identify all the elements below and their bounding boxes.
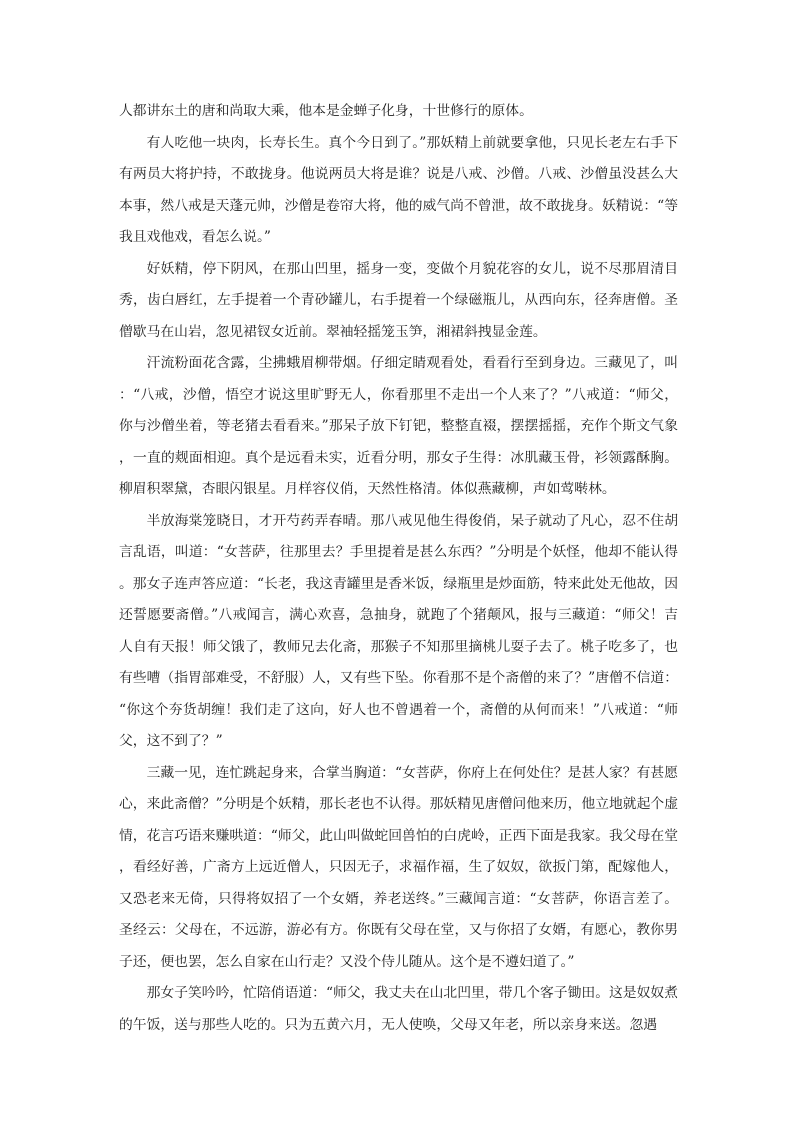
document-page (119, 96, 678, 1041)
paragraph-5: 半放海棠笼晓日，才开芍药弄春晴。那八戒见他生得俊俏，呆子就动了凡心，忍不住胡言乱语，叫道：“女菩萨，往那里去？手里提着是甚么东西？”分明是个妖怪，他却不能认得。那女子连声答应道：“长老，我这青罐里是香米饭，绿瓶里是炒面筋，特来此处无他故，因还誓愿要斋僧。”八戒闻言，满心欢喜，急抽身，就跑了个猪颠风，报与三藏道：“师父！吉人自有天报！师父饿了，教师兄去化斋，那猴子不知那里摘桃儿耍子去了。桃子吃多了，也有些嘈（指胃部难受，不舒服）人，又有些下坠。你看那不是个斋僧的来了？”唐僧不信道：“你这个夯货胡缠！我们走了这向，好人也不曾遇着一个，斋僧的从何而来！”八戒道：“师父，这不到了？” (119, 512, 678, 749)
paragraph-1: 人都讲东土的唐和尚取大乘，他本是金蝉子化身，十世修行的原体。 (119, 103, 533, 119)
paragraph-4: 汗流粉面花含露，尘拂蛾眉柳带烟。仔细定睛观看处，看看行至到身边。三藏见了，叫：“八戒，沙僧，悟空才说这里旷野无人，你看那里不走出一个人来了？”八戒道：“师父，你与沙僧坐着，等老猪去看看来。”那呆子放下钉钯，整整直裰，摆摆摇摇，充作个斯文气象，一直的觌面相迎。真个是远看未实，近看分明，那女子生得：冰肌藏玉骨，衫领露酥胸。柳眉积翠黛，杏眼闪银星。月样容仪俏，天然性格清。体似燕藏柳，声如莺啭林。 (119, 355, 678, 497)
paragraph-3: 好妖精，停下阴风，在那山凹里，摇身一变，变做个月貌花容的女儿，说不尽那眉清目秀，齿白唇红，左手提着一个青砂罐儿，右手提着一个绿磁瓶儿，从西向东，径奔唐僧。圣僧歇马在山岩，忽见裙钗女近前。翠袖轻摇笼玉笋，湘裙斜拽显金莲。 (119, 260, 678, 340)
paragraph-7: 那女子笑吟吟，忙陪俏语道：“师父，我丈夫在山北凹里，带几个客子锄田。这是奴奴煮的午饭，送与那些人吃的。只为五黄六月，无人使唤，父母又年老，所以亲身来送。忽遇 (119, 985, 678, 1033)
paragraph-2: 有人吃他一块肉，长寿长生。真个今日到了。”那妖精上前就要拿他，只见长老左右手下有两员大将护持，不敢拢身。他说两员大将是谁？说是八戒、沙僧。八戒、沙僧虽没甚么大本事，然八戒是天蓬元帅，沙僧是卷帘大将，他的威气尚不曾泄，故不敢拢身。妖精说：“等我且戏他戏，看怎么说。” (119, 134, 678, 245)
paragraph-6: 三藏一见，连忙跳起身来，合掌当胸道：“女菩萨，你府上在何处住？是甚人家？有甚愿心，来此斋僧？”分明是个妖精，那长老也不认得。那妖精见唐僧问他来历，他立地就起个虚情，花言巧语来赚哄道：“师父，此山叫做蛇回兽怕的白虎岭，正西下面是我家。我父母在堂，看经好善，广斋方上远近僧人，只因无子，求福作福，生了奴奴，欲扳门第，配嫁他人，又恐老来无倚，只得将奴招了一个女婿，养老送终。”三藏闻言道：“女菩萨，你语言差了。圣经云：父母在，不远游，游必有方。你既有父母在堂，又与你招了女婿，有愿心，教你男子还，便也罢，怎么自家在山行走？又没个侍儿随从。这个是不遵妇道了。” (119, 764, 678, 970)
